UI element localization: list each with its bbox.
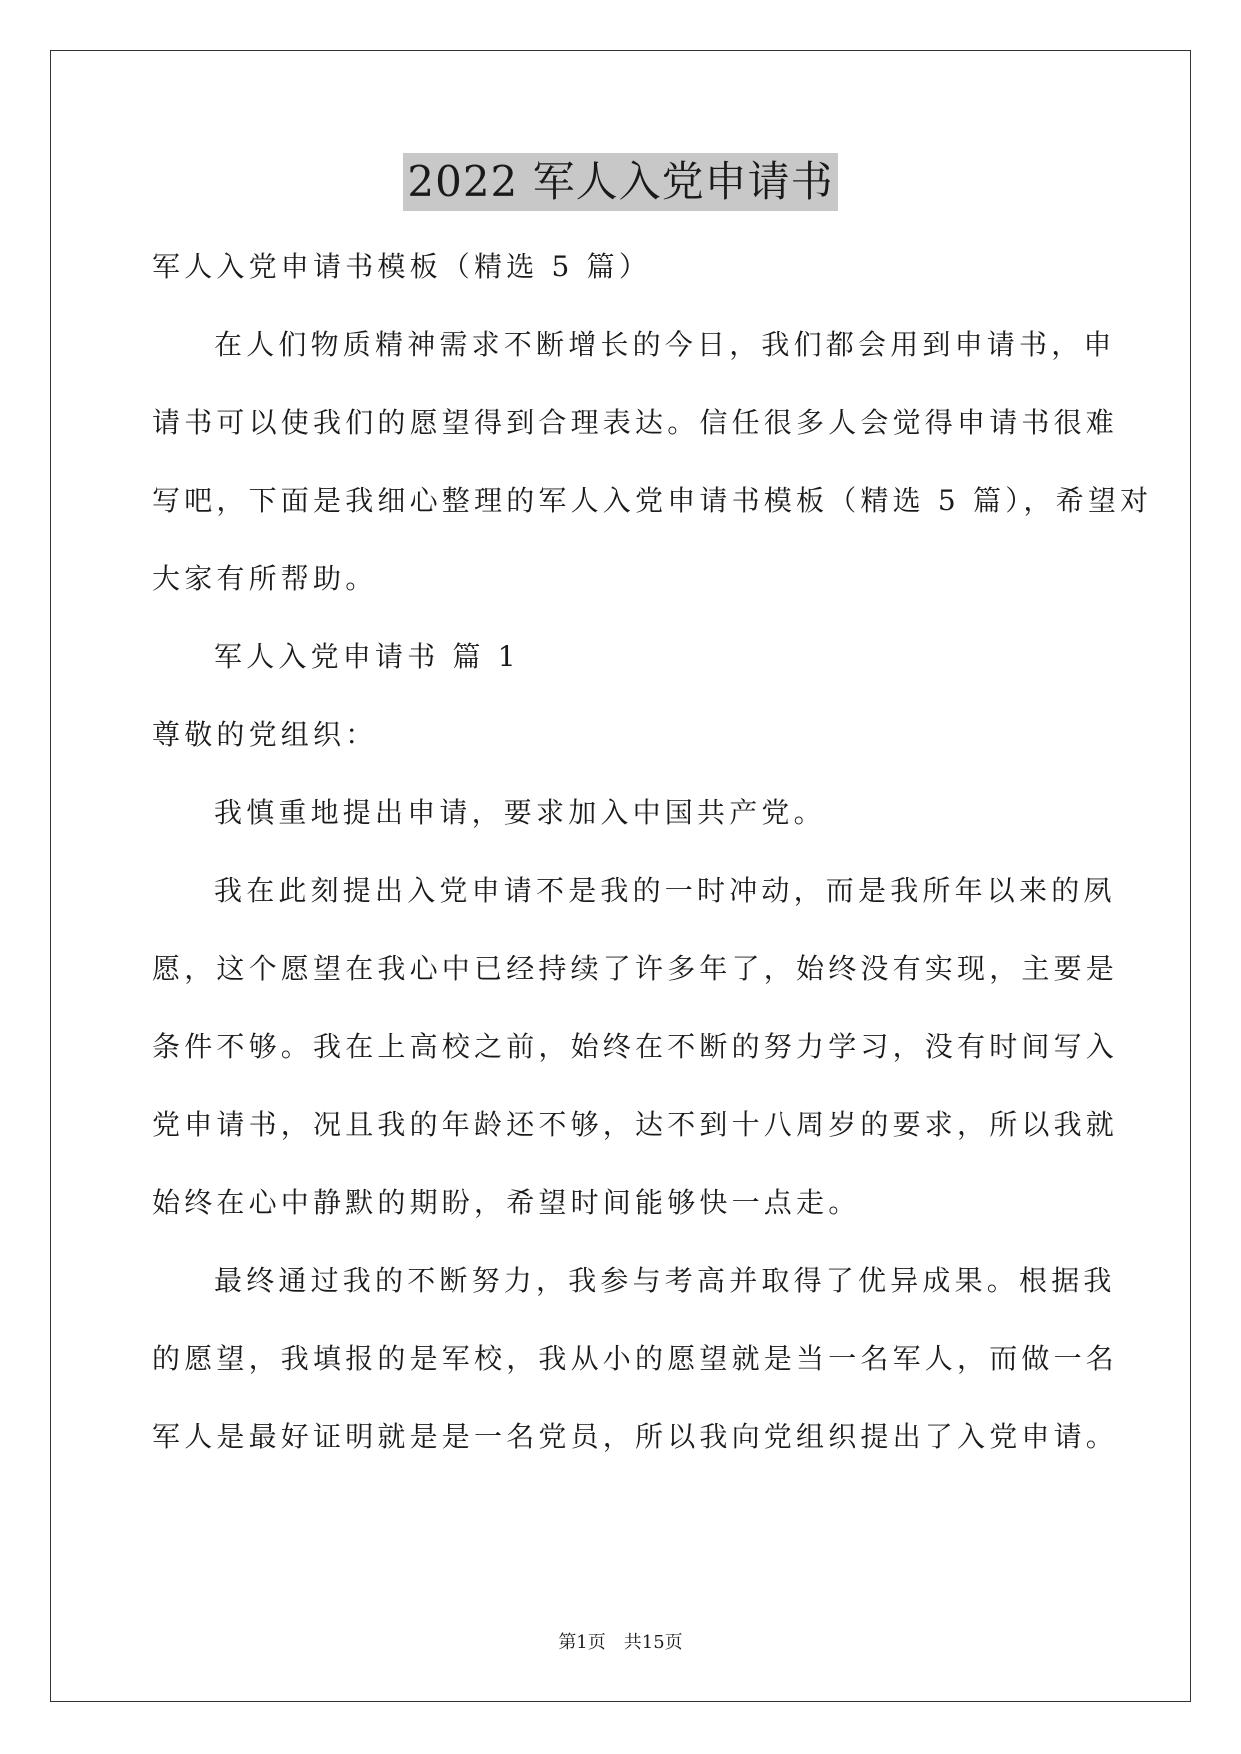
text-line: 最终通过我的不断努力，我参与考高并取得了优异成果。根据我 — [214, 1264, 1116, 1297]
text-line: 尊敬的党组织： — [152, 718, 378, 751]
text-line: 我慎重地提出申请，要求加入中国共产党。 — [214, 796, 826, 829]
text-line: 军人入党申请书模板（精选 5 篇） — [152, 250, 652, 283]
text-line: 军人入党申请书 篇 1 — [214, 640, 520, 673]
text-line: 愿，这个愿望在我心中已经持续了许多年了，始终没有实现，主要是 — [152, 952, 1119, 985]
text-line: 写吧，下面是我细心整理的军人入党申请书模板（精选 5 篇），希望对 — [152, 484, 1153, 517]
document-title-text: 2022 军人入党申请书 — [403, 153, 837, 211]
document-title — [0, 153, 1241, 211]
text-line: 在人们物质精神需求不断增长的今日，我们都会用到申请书，申 — [214, 328, 1116, 361]
text-line: 大家有所帮助。 — [152, 562, 378, 595]
text-line: 军人是最好证明就是是一名党员，所以我向党组织提出了入党申请。 — [152, 1420, 1119, 1453]
document-body — [152, 228, 1153, 1476]
page-total: 共15页 — [623, 1632, 683, 1653]
text-line: 的愿望，我填报的是军校，我从小的愿望就是当一名军人，而做一名 — [152, 1342, 1119, 1375]
page-number: 第1页 — [558, 1632, 606, 1653]
text-line: 始终在心中静默的期盼，希望时间能够快一点走。 — [152, 1186, 861, 1219]
text-line: 党申请书，况且我的年龄还不够，达不到十八周岁的要求，所以我就 — [152, 1108, 1119, 1141]
text-line: 条件不够。我在上高校之前，始终在不断的努力学习，没有时间写入 — [152, 1030, 1119, 1063]
text-line: 请书可以使我们的愿望得到合理表达。信任很多人会觉得申请书很难 — [152, 406, 1119, 439]
text-line: 我在此刻提出入党申请不是我的一时冲动，而是我所年以来的夙 — [214, 874, 1116, 907]
page-footer — [0, 1628, 1241, 1654]
